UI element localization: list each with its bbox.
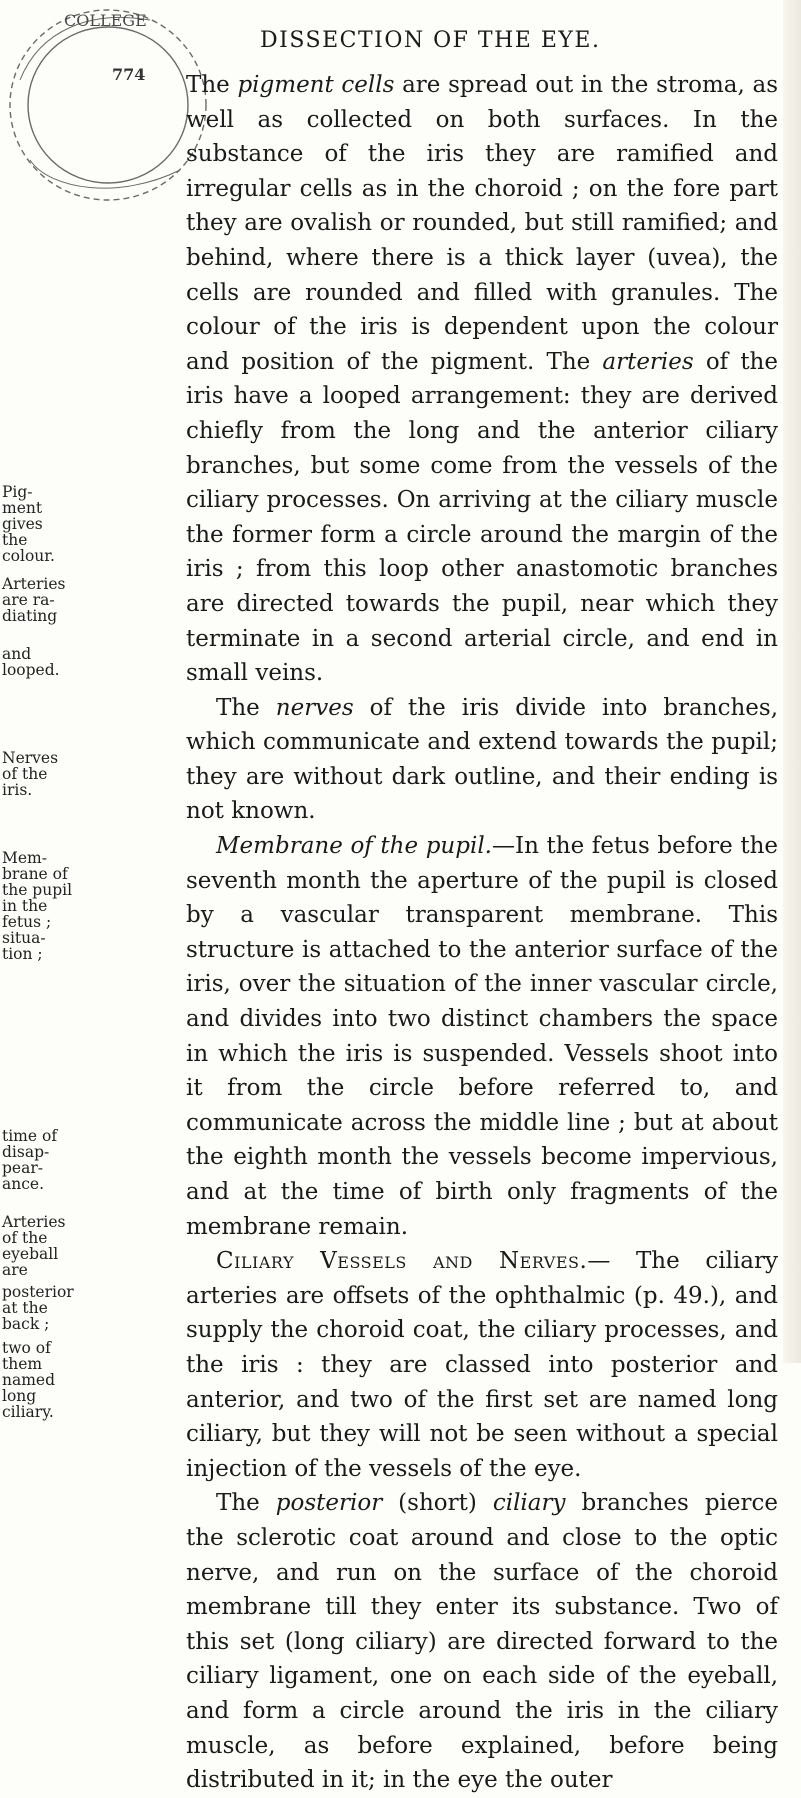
italic-term: Membrane of the pupil. xyxy=(216,833,492,860)
margin-note-line: in the xyxy=(2,897,48,915)
margin-note-line: diating xyxy=(2,607,58,625)
margin-note xyxy=(2,1128,64,1192)
margin-note-line: fetus ; xyxy=(2,913,52,931)
margin-note-line: the xyxy=(2,531,28,549)
margin-note xyxy=(2,1283,74,1333)
library-stamp xyxy=(0,0,210,210)
italic-term: ciliary xyxy=(492,1490,566,1517)
text-run: The xyxy=(186,72,238,98)
margin-note-line: of the xyxy=(2,765,48,783)
page-number: 774 xyxy=(112,65,146,84)
page-edge xyxy=(783,0,801,1363)
margin-note xyxy=(2,484,64,564)
margin-note-line: time of xyxy=(2,1127,58,1145)
italic-term: pigment cells xyxy=(237,72,395,98)
margin-note-line: pear- xyxy=(2,1159,43,1177)
margin-note-line: Mem- xyxy=(2,849,47,867)
margin-note-line: eyeball xyxy=(2,1245,59,1263)
margin-note xyxy=(2,576,64,624)
margin-note-line: are ra- xyxy=(2,591,55,609)
paragraph-p2 xyxy=(186,691,778,829)
text-run: of the iris have a looped arrangement: they are derived chiefly from the long and the anterior ciliary branches, but some come from the vessels of the ciliary processes. On arriving at the ciliary muscle the former form a circle around the margin of the iris ; from this loop other anastomotic branches are directed towards the pupil, near which they terminate in a second arterial circle, and end in small veins. xyxy=(186,348,778,687)
margin-note-line: two of xyxy=(2,1339,51,1357)
text-run: (short) xyxy=(382,1490,493,1517)
stamp-text: COLLEGE xyxy=(64,11,147,30)
paragraph-p1 xyxy=(186,68,778,691)
margin-note-line: Arteries xyxy=(2,1213,66,1231)
text-run: The xyxy=(216,1490,276,1517)
margin-note-line: back ; xyxy=(2,1315,50,1333)
margin-note-line: of the xyxy=(2,1229,48,1247)
margin-note xyxy=(2,750,64,798)
margin-note-line: Pig- xyxy=(2,483,33,501)
margin-note-line: them xyxy=(2,1355,43,1373)
margin-note xyxy=(2,849,73,963)
margin-note-line: at the xyxy=(2,1299,48,1317)
margin-note-line: tion ; xyxy=(2,945,43,963)
running-title: DISSECTION OF THE EYE. xyxy=(260,28,601,53)
paragraph-p3 xyxy=(186,829,778,1244)
margin-note-line: ciliary. xyxy=(2,1403,54,1421)
text-run: of the iris divide into branches, which communicate and extend towards the pupil; they are without dark outline, and their ending is not known. xyxy=(186,694,778,825)
margin-note xyxy=(2,1214,64,1278)
italic-term: posterior xyxy=(275,1490,383,1517)
margin-note-line: Nerves xyxy=(2,749,59,767)
margin-note-line: Arteries xyxy=(2,575,66,593)
italic-term: arteries xyxy=(602,348,694,375)
section-heading: Ciliary Vessels and Nerves. xyxy=(216,1248,588,1275)
text-run: branches pierce the sclerotic coat around and close to the optic nerve, and run on the surface of the choroid membrane till they enter its substance. Two of this set (long ciliary) are directed forward to the ciliary ligament, one on each side of the eyeball, and form a circle around the iris in the ciliary muscle, as before explained, before being distributed in it; in the eye the outer xyxy=(186,1490,778,1794)
margin-note-line: colour. xyxy=(2,547,55,565)
margin-note-line: looped. xyxy=(2,661,60,679)
margin-note-line: are xyxy=(2,1261,28,1279)
margin-note-line: the pupil xyxy=(2,881,73,899)
margin-note-line: disap- xyxy=(2,1143,50,1161)
margin-note xyxy=(2,646,64,678)
italic-term: nerves xyxy=(275,694,354,721)
margin-note-line: ment xyxy=(2,499,43,517)
margin-note-line: and xyxy=(2,645,32,663)
margin-note xyxy=(2,1340,64,1420)
text-run: are spread out in the stroma, as well as collected on both surfaces. In the substance of the iris they are ramified and irregular cells as in the choroid ; on the fore part they are ovalish or rounded, but still ramified; and behind, where there is a thick layer (uvea), the cells are rounded and filled with granules. The colour of the iris is dependent upon the colour and position of the pigment. The xyxy=(186,72,779,375)
margin-note-line: situa- xyxy=(2,929,46,947)
margin-note-line: gives xyxy=(2,515,43,533)
margin-note-line: named xyxy=(2,1371,56,1389)
margin-note-line: iris. xyxy=(2,781,33,799)
text-run: The xyxy=(216,694,276,721)
margin-note-line: brane of xyxy=(2,865,68,883)
paragraph-p4 xyxy=(186,1244,778,1486)
page-body xyxy=(186,68,778,1798)
margin-note-line: ance. xyxy=(2,1175,45,1193)
text-run: —In the fetus before the seventh month the aperture of the pupil is closed by a vascular transparent membrane. This structure is attached to the anterior surface of the iris, over the situation of the inner vascular circle, and divides into two distinct chambers the space in which the iris is suspended. Vessels shoot into it from the circle before referred to, and communicate across the middle line ; but at about the eighth month the vessels become impervious, and at the time of birth only fragments of the membrane remain. xyxy=(186,833,778,1240)
paragraph-p5 xyxy=(186,1486,778,1797)
margin-note-line: long xyxy=(2,1387,37,1405)
text-run: — The ciliary arteries are offsets of the ophthalmic (p. 49.), and supply the choroid coat, the ciliary processes, and the iris : they are classed into posterior and anterior, and two of the first set are named long ciliary, but they will not be seen without a special injection of the vessels of the eye. xyxy=(186,1248,778,1482)
margin-note-line: posterior xyxy=(2,1283,74,1301)
